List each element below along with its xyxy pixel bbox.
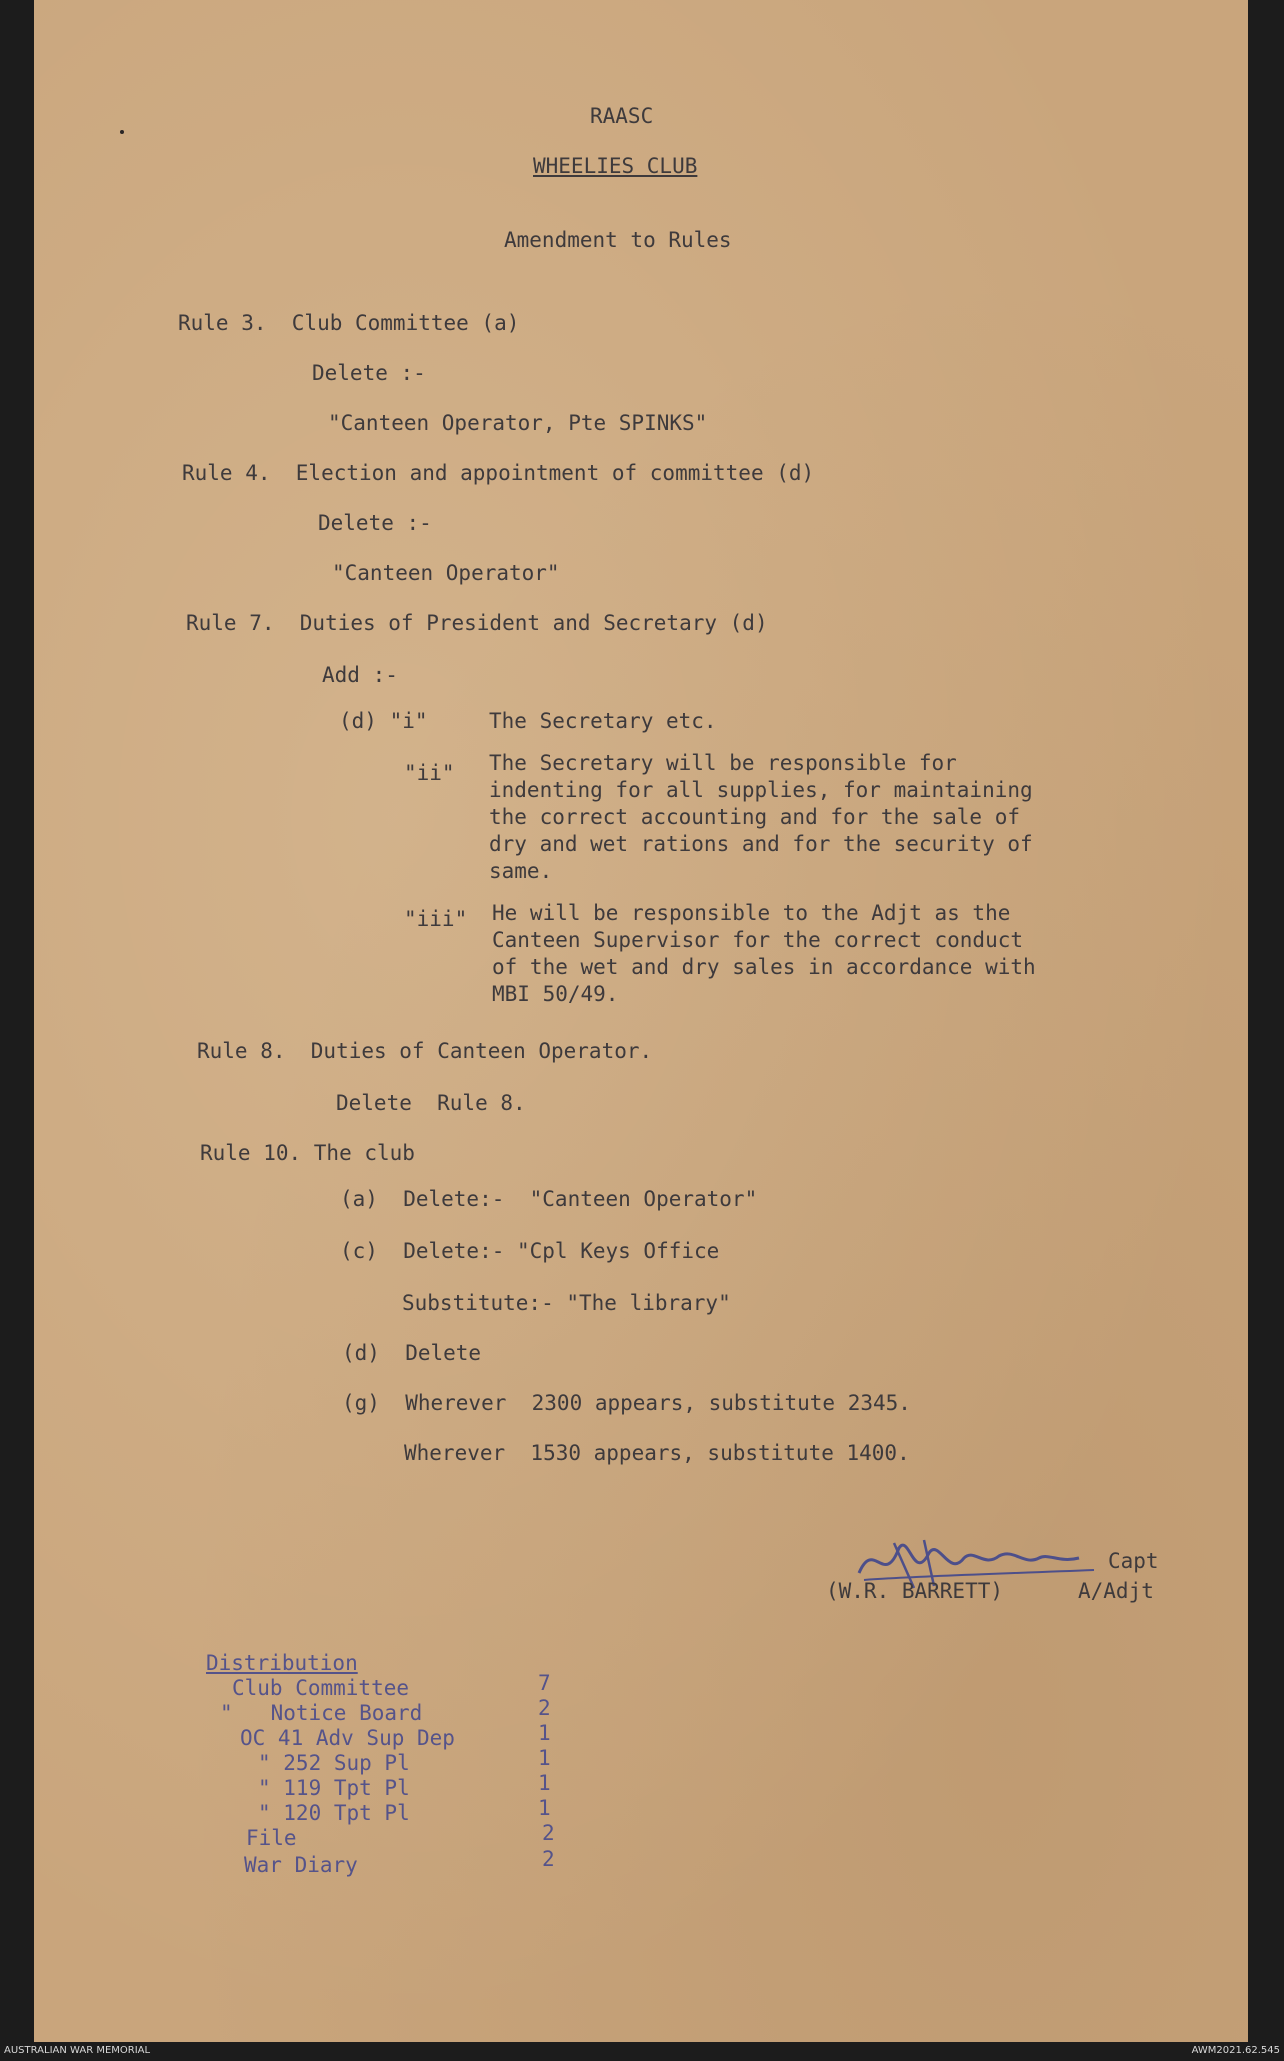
list-item-count: 7 — [538, 1671, 551, 1695]
list-item-count: 2 — [542, 1847, 555, 1871]
list-item: " 252 Sup Pl — [258, 1751, 410, 1775]
rule-7-item-iii-line: of the wet and dry sales in accordance with — [492, 955, 1036, 979]
rule-7-item-i-text: The Secretary etc. — [489, 709, 717, 733]
distribution-heading: Distribution — [206, 1651, 358, 1675]
rule-7-item-ii-line: same. — [489, 859, 553, 883]
rule-7-item-iii-line: Canteen Supervisor for the correct conduct — [492, 928, 1024, 952]
list-item: Club Committee — [232, 1676, 410, 1700]
rule-7-item-ii-label: "ii" — [404, 761, 455, 785]
list-item-count: 1 — [538, 1746, 551, 1770]
rule-3-heading: Rule 3. Club Committee (a) — [178, 311, 520, 335]
rule-7-item-iii-line: He will be responsible to the Adjt as the — [492, 901, 1011, 925]
signatory-name: (W.R. BARRETT) — [826, 1579, 1004, 1603]
footer-institution: AUSTRALIAN WAR MEMORIAL — [4, 2045, 151, 2056]
rule-7-action: Add :- — [322, 663, 398, 687]
list-item: " 119 Tpt Pl — [258, 1776, 410, 1800]
rule-8-action: Delete Rule 8. — [336, 1091, 526, 1115]
list-item-count: 1 — [538, 1796, 551, 1820]
ink-mark — [120, 130, 124, 134]
rule-7-item-iii-line: MBI 50/49. — [492, 982, 619, 1006]
rule-7-item-ii-line: dry and wet rations and for the security of — [489, 832, 1033, 856]
rule-10-g: (g) Wherever 2300 appears, substitute 2345. — [342, 1391, 911, 1415]
rule-8-heading: Rule 8. Duties of Canteen Operator. — [197, 1039, 653, 1063]
document-subtitle: Amendment to Rules — [504, 228, 732, 252]
rule-7-item-ii-line: indenting for all supplies, for maintaining — [489, 778, 1033, 802]
rule-10-a: (a) Delete:- "Canteen Operator" — [340, 1187, 758, 1211]
org-heading: RAASC — [590, 104, 654, 128]
footer-accession-number: AWM2021.62.545 — [1191, 2045, 1280, 2056]
list-item: " 120 Tpt Pl — [258, 1801, 410, 1825]
rule-4-heading: Rule 4. Election and appointment of committee (d) — [182, 461, 815, 485]
document-page — [34, 0, 1248, 2042]
list-item-count: 2 — [542, 1821, 555, 1845]
rule-7-heading: Rule 7. Duties of President and Secretary (d) — [186, 611, 768, 635]
list-item: " Notice Board — [220, 1701, 423, 1725]
rule-7-item-iii-label: "iii" — [404, 907, 468, 931]
rule-10-d: (d) Delete — [342, 1341, 482, 1365]
rule-10-g-second: Wherever 1530 appears, substitute 1400. — [404, 1441, 910, 1465]
rule-7-item-ii-line: the correct accounting and for the sale of — [489, 805, 1021, 829]
signatory-title: A/Adjt — [1078, 1579, 1154, 1603]
list-item: OC 41 Adv Sup Dep — [240, 1726, 455, 1750]
rule-3-action: Delete :- — [312, 361, 426, 385]
rule-3-text: "Canteen Operator, Pte SPINKS" — [328, 411, 708, 435]
rule-7-item-i-label: (d) "i" — [339, 709, 428, 733]
rule-10-heading: Rule 10. The club — [200, 1141, 415, 1165]
list-item: File — [246, 1826, 297, 1850]
list-item-count: 1 — [538, 1771, 551, 1795]
rule-4-action: Delete :- — [318, 511, 432, 535]
rule-7-item-ii-line: The Secretary will be responsible for — [489, 751, 957, 775]
list-item-count: 1 — [538, 1721, 551, 1745]
list-item: War Diary — [244, 1853, 358, 1877]
club-title: WHEELIES CLUB — [533, 154, 698, 178]
signatory-rank: Capt — [1108, 1549, 1159, 1573]
list-item-count: 2 — [538, 1696, 551, 1720]
rule-10-c: (c) Delete:- "Cpl Keys Office — [340, 1239, 720, 1263]
rule-4-text: "Canteen Operator" — [332, 561, 560, 585]
rule-10-c-substitute: Substitute:- "The library" — [402, 1291, 731, 1315]
